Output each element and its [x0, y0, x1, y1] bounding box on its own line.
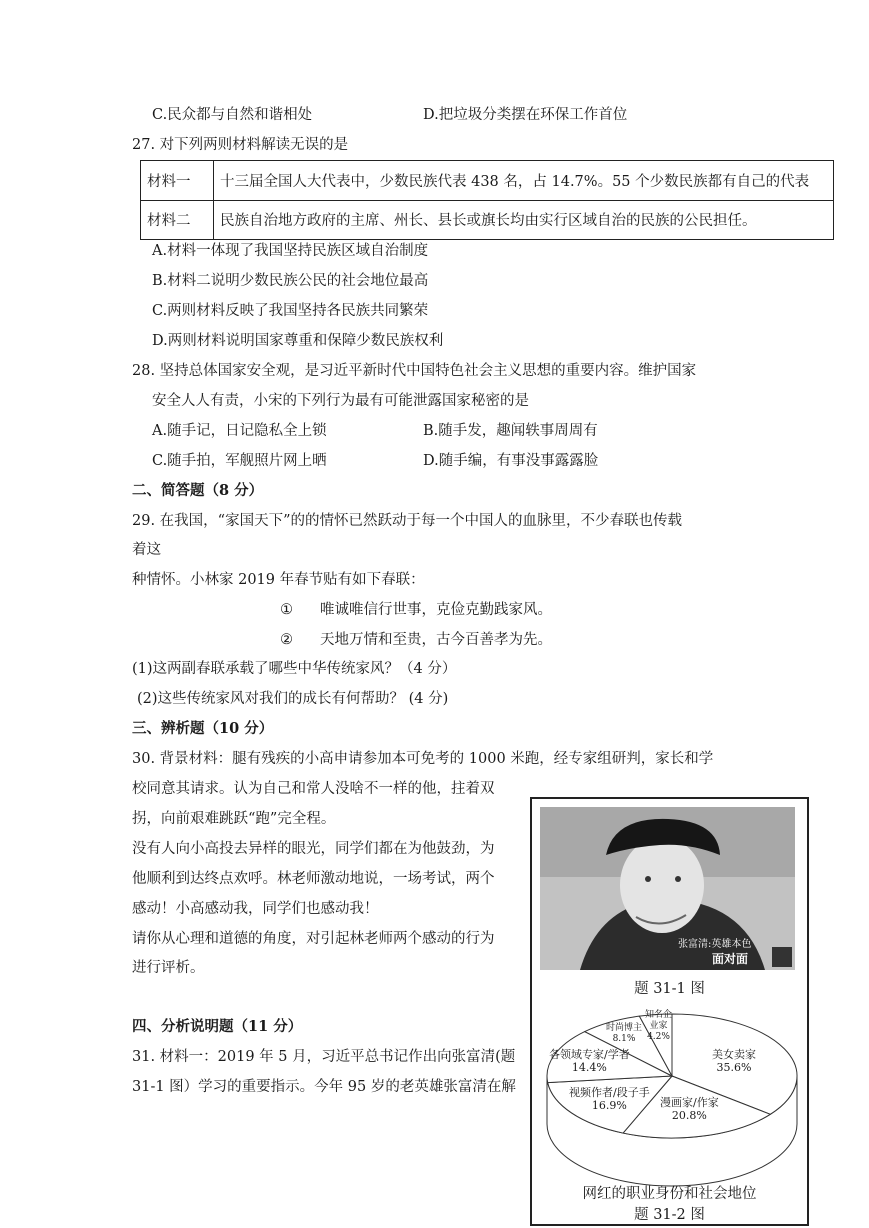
- material-key: 材料二: [141, 200, 214, 240]
- q28-option-a: A.随手记，日记隐私全上锁: [152, 423, 327, 439]
- portrait-illustration: [540, 807, 795, 970]
- q30-line3: 拐，向前艰难跳跃“跑”完全程。: [132, 811, 336, 827]
- q26-option-d: D.把垃圾分类摆在环保工作首位: [423, 107, 628, 123]
- pie-caption: 题 31-2 图: [634, 1207, 705, 1223]
- pie-label-line: 业家: [649, 1021, 668, 1031]
- q31-line1: 31. 材料一：2019 年 5 月，习近平总书记作出向张富清(题: [132, 1049, 516, 1065]
- q27-option-c: C.两则材料反映了我国坚持各民族共同繁荣: [152, 303, 429, 319]
- pie-label-line: 漫画家/作家: [660, 1096, 719, 1109]
- pie-label-line: 各领域专家/学者: [549, 1048, 630, 1061]
- couplet-2-number: ②: [280, 632, 293, 648]
- q29-sub1: (1)这两副春联承载了哪些中华传统家风？（4 分）: [132, 661, 457, 677]
- q27-option-a: A.材料一体现了我国坚持民族区域自治制度: [152, 243, 429, 259]
- q29-line1: 29. 在我国，“家国天下”的的情怀已然跃动于每一个中国人的血脉里，不少春联也传载: [132, 513, 682, 529]
- q28-stem-line2: 安全人人有责，小宋的下列行为最有可能泄露国家秘密的是: [152, 393, 529, 409]
- portrait-photo: [540, 807, 795, 970]
- pie-label-2: [569, 1086, 650, 1112]
- q28-option-c: C.随手拍，军舰照片网上晒: [152, 453, 327, 469]
- q27-stem: 27. 对下列两则材料解读无误的是: [132, 137, 349, 153]
- pie-label-line: 16.9%: [591, 1099, 627, 1112]
- q27-material-table: [140, 160, 834, 240]
- q30-line5: 他顺利到达终点欢呼。林老师激动地说，一场考试，两个: [132, 871, 495, 887]
- q28-option-b: B.随手发，趣闻轶事周周有: [423, 423, 598, 439]
- q30-line1: 30. 背景材料：腿有残疾的小高申请参加本可免考的 1000 米跑，经专家组研判，家长和学: [132, 751, 714, 767]
- pie-label-line: 20.8%: [671, 1109, 707, 1122]
- q26-option-c: C.民众都与自然和谐相处: [152, 107, 313, 123]
- q29-line3: 种情怀。小林家 2019 年春节贴有如下春联：: [132, 572, 425, 588]
- q27-option-b: B.材料二说明少数民族公民的社会地位最高: [152, 273, 429, 289]
- material-key: 材料一: [141, 161, 214, 201]
- pie-label-line: 美女卖家: [712, 1048, 756, 1061]
- pie-label-3: [549, 1048, 630, 1074]
- couplet-1: 唯诚唯信行世事，克俭克勤践家风。: [320, 602, 552, 618]
- pie-label-line: 14.4%: [571, 1061, 607, 1074]
- q30-line6: 感动！小高感动我，同学们也感动我！: [132, 901, 379, 917]
- q28-stem-line1: 28. 坚持总体国家安全观，是习近平新时代中国特色社会主义思想的重要内容。维护国家: [132, 363, 697, 379]
- q28-option-d: D.随手编，有事没事露露脸: [423, 453, 599, 469]
- photo-caption: 题 31-1 图: [634, 981, 705, 997]
- pie-label-line: 视频作者/段子手: [569, 1086, 650, 1099]
- photo-subtitle-1: 张富清:英雄本色: [678, 939, 752, 950]
- q29-sub2: (2)这些传统家风对我们的成长有何帮助？ (4 分): [137, 691, 449, 707]
- q30-line7: 请你从心理和道德的角度，对引起林老师两个感动的行为: [132, 931, 495, 947]
- q30-line4: 没有人向小高投去异样的眼光，同学们都在为他鼓劲，为: [132, 841, 495, 857]
- section-heading-4: 四、分析说明题（11 分）: [132, 1018, 303, 1035]
- pie-label-0: [712, 1048, 756, 1074]
- material-text: 十三届全国人大代表中，少数民族代表 438 名，占 14.7%。55 个少数民族都有自己的代表: [214, 161, 834, 201]
- pie-label-line: 时尚博主: [606, 1023, 643, 1033]
- material-text: 民族自治地方政府的主席、州长、县长或旗长均由实行区域自治的民族的公民担任。: [214, 200, 834, 240]
- q29-line2: 着这: [132, 542, 161, 558]
- pie-label-line: 35.6%: [716, 1061, 752, 1074]
- table-row: [141, 161, 834, 201]
- pie-label-5: [645, 1010, 672, 1043]
- section-heading-3: 三、辨析题（10 分）: [132, 720, 274, 737]
- pie-label-line: 知名企: [645, 1010, 673, 1020]
- pie-label-4: [606, 1023, 642, 1045]
- pie-title: 网红的职业身份和社会地位: [582, 1186, 757, 1202]
- section-heading-2: 二、简答题（8 分）: [132, 482, 264, 499]
- couplet-1-number: ①: [280, 602, 293, 618]
- pie-label-1: [660, 1096, 719, 1122]
- pie-label-line: 4.2%: [647, 1032, 670, 1042]
- table-row: [141, 200, 834, 240]
- q30-line8: 进行评析。: [132, 960, 205, 976]
- q30-line2: 校同意其请求。认为自己和常人没啥不一样的他，拄着双: [132, 781, 495, 797]
- pie-label-line: 8.1%: [612, 1034, 636, 1044]
- figure-box: [530, 797, 809, 1226]
- couplet-2: 天地万情和至贵，古今百善孝为先。: [320, 632, 552, 648]
- q27-option-d: D.两则材料说明国家尊重和保障少数民族权利: [152, 333, 444, 349]
- photo-subtitle-2: 面对面: [712, 952, 749, 966]
- q31-line2: 31-1 图）学习的重要指示。今年 95 岁的老英雄张富清在解: [132, 1079, 516, 1095]
